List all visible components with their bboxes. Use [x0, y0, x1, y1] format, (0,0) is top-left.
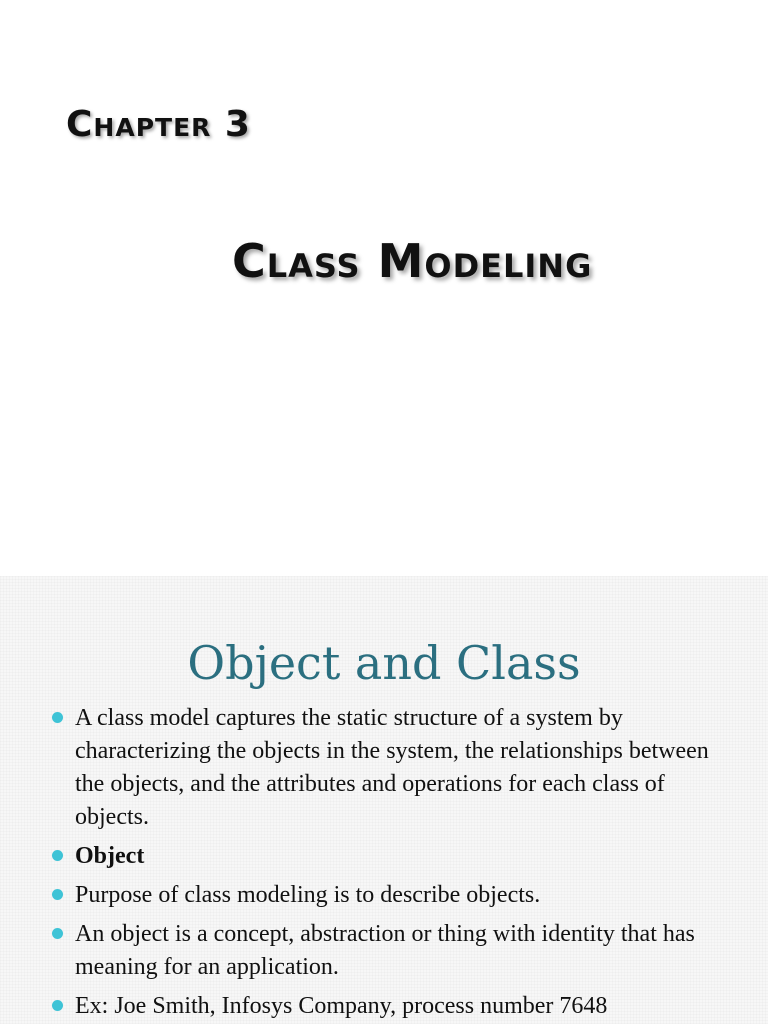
bullet-text: Purpose of class modeling is to describe objects.	[75, 882, 541, 908]
chapter-label: Chapter 3	[66, 104, 251, 145]
bullet-dot-icon	[52, 850, 63, 861]
bullet-item	[52, 990, 732, 1023]
bullet-item	[52, 918, 732, 984]
bullet-item	[52, 702, 732, 834]
content-slide	[0, 576, 768, 1024]
bullet-text: Ex: Joe Smith, Infosys Company, process number 7648	[75, 993, 608, 1019]
bullet-dot-icon	[52, 712, 63, 723]
slide-title: Object and Class	[187, 636, 581, 690]
chapter-title: Class Modeling	[232, 234, 593, 288]
bullet-text: An object is a concept, abstraction or thing with identity that has meaning for an application.	[75, 921, 695, 980]
bullet-text: Object	[75, 843, 145, 869]
bullet-dot-icon	[52, 928, 63, 939]
bullet-item	[52, 879, 732, 912]
bullet-dot-icon	[52, 1000, 63, 1011]
bullet-text: A class model captures the static structure of a system by characterizing the objects in the system, the relationships between the objects, and the attributes and operations for each class of objects.	[75, 705, 709, 830]
bullet-item	[52, 840, 732, 873]
bullet-dot-icon	[52, 889, 63, 900]
bullet-list	[52, 702, 732, 1024]
